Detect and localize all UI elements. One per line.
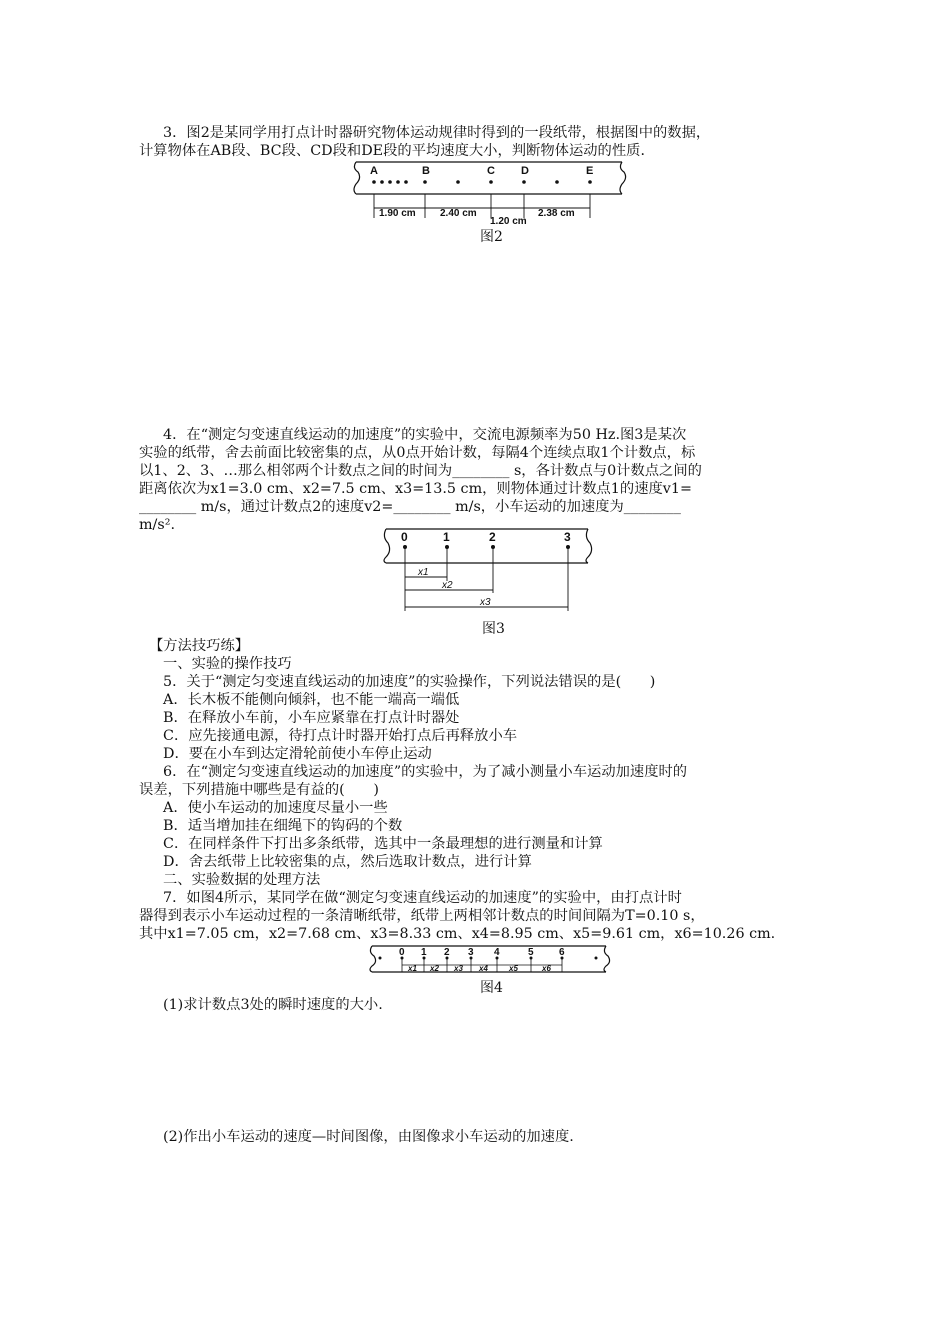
- fig2-point-C: C: [487, 165, 495, 177]
- q5-stem: 5．关于“测定匀变速直线运动的加速度”的实验操作，下列说法错误的是( ): [163, 674, 656, 690]
- fig2-dist-cd: 1.20 cm: [490, 216, 527, 226]
- fig4-label-x3: x3: [454, 964, 463, 973]
- fig3-point-0: 0: [401, 530, 408, 544]
- fig4-label-x1: x1: [408, 964, 417, 973]
- q4-line-3: 以1、2、3、…那么相邻两个计数点之间的时间为________ s，各计数点与0计数点之间的: [139, 463, 702, 479]
- q3-line-1: 3．图2是某同学用打点计时器研究物体运动规律时得到的一段纸带，根据图中的数据，: [163, 125, 711, 141]
- fig3-point-1: 1: [443, 530, 450, 544]
- q6-option-b: B．适当增加挂在细绳下的钩码的个数: [163, 818, 403, 834]
- fig2-dist-bc: 2.40 cm: [440, 208, 477, 219]
- q5-option-c: C．应先接通电源，待打点计时器开始打点后再释放小车: [163, 728, 518, 744]
- fig4-point-0: 0: [399, 947, 405, 958]
- figure-4-caption: 图4: [480, 980, 503, 996]
- fig4-label-x5: x5: [509, 964, 518, 973]
- fig4-point-6: 6: [559, 947, 565, 958]
- section-1-title: 一、实验的操作技巧: [163, 656, 292, 672]
- fig2-dist-de: 2.38 cm: [538, 208, 575, 219]
- q4-line-4: 距离依次为x1=3.0 cm、x2=7.5 cm、x3=13.5 cm，则物体通过计数点1的速度v1=: [139, 481, 692, 497]
- fig4-point-5: 5: [528, 947, 534, 958]
- fig4-point-2: 2: [444, 947, 450, 958]
- q4-line-6: m/s².: [139, 517, 175, 533]
- q6-line-1: 6．在“测定匀变速直线运动的加速度”的实验中，为了减小测量小车运动加速度时的: [163, 764, 688, 780]
- fig4-label-x6: x6: [542, 964, 551, 973]
- fig4-point-1: 1: [421, 947, 427, 958]
- q4-line-1: 4．在“测定匀变速直线运动的加速度”的实验中，交流电源频率为50 Hz.图3是某次: [163, 427, 687, 443]
- fig3-label-x1: x1: [418, 567, 429, 578]
- fig3-point-3: 3: [564, 530, 571, 544]
- section-2-title: 二、实验数据的处理方法: [163, 872, 321, 888]
- q7-subquestion-2: (2)作出小车运动的速度—时间图像，由图像求小车运动的加速度.: [163, 1129, 574, 1145]
- q5-option-d: D．要在小车到达定滑轮前使小车停止运动: [163, 746, 432, 762]
- q3-line-2: 计算物体在AB段、BC段、CD段和DE段的平均速度大小，判断物体运动的性质．: [139, 143, 655, 159]
- fig2-point-E: E: [586, 165, 594, 177]
- figure-2-tape: [352, 160, 632, 226]
- q4-line-5: ________ m/s，通过计数点2的速度v2=________ m/s，小车运动的加速度为________: [139, 499, 681, 515]
- figure-3-tape: [380, 525, 600, 613]
- fig4-label-x4: x4: [479, 964, 488, 973]
- fig2-point-D: D: [521, 165, 529, 177]
- fig4-point-3: 3: [468, 947, 474, 958]
- q6-line-2: 误差，下列措施中哪些是有益的( ): [139, 782, 379, 798]
- q7-line-3: 其中x1=7.05 cm，x2=7.68 cm、x3=8.33 cm、x4=8.95 cm、x5=9.61 cm，x6=10.26 cm.: [139, 926, 776, 942]
- q5-option-a: A．长木板不能侧向倾斜，也不能一端高一端低: [163, 692, 460, 708]
- q7-subquestion-1: (1)求计数点3处的瞬时速度的大小.: [163, 997, 383, 1013]
- q5-option-b: B．在释放小车前，小车应紧靠在打点计时器处: [163, 710, 460, 726]
- fig2-point-A: A: [370, 165, 378, 177]
- fig3-label-x3: x3: [480, 597, 491, 608]
- fig4-point-4: 4: [494, 947, 500, 958]
- fig2-dist-ab: 1.90 cm: [379, 208, 416, 219]
- q6-option-d: D．舍去纸带上比较密集的点，然后选取计数点，进行计算: [163, 854, 532, 870]
- q6-option-a: A．使小车运动的加速度尽量小一些: [163, 800, 388, 816]
- q6-option-c: C．在同样条件下打出多条纸带，选其中一条最理想的进行测量和计算: [163, 836, 603, 852]
- practice-heading: 【方法技巧练】: [149, 638, 250, 654]
- fig2-point-B: B: [422, 165, 430, 177]
- fig3-label-x2: x2: [442, 580, 453, 591]
- fig3-point-2: 2: [489, 530, 496, 544]
- fig4-label-x2: x2: [430, 964, 439, 973]
- q4-line-2: 实验的纸带，舍去前面比较密集的点，从0点开始计数，每隔4个连续点取1个计数点，标: [139, 445, 696, 461]
- q7-line-1: 7．如图4所示，某同学在做“测定匀变速直线运动的加速度”的实验中，由打点计时: [163, 890, 682, 906]
- q7-line-2: 器得到表示小车运动过程的一条清晰纸带，纸带上两相邻计数点的时间间隔为T=0.10 s，: [139, 908, 705, 924]
- figure-3-caption: 图3: [482, 621, 505, 637]
- figure-4-tape: [368, 944, 616, 976]
- figure-2-caption: 图2: [480, 229, 503, 245]
